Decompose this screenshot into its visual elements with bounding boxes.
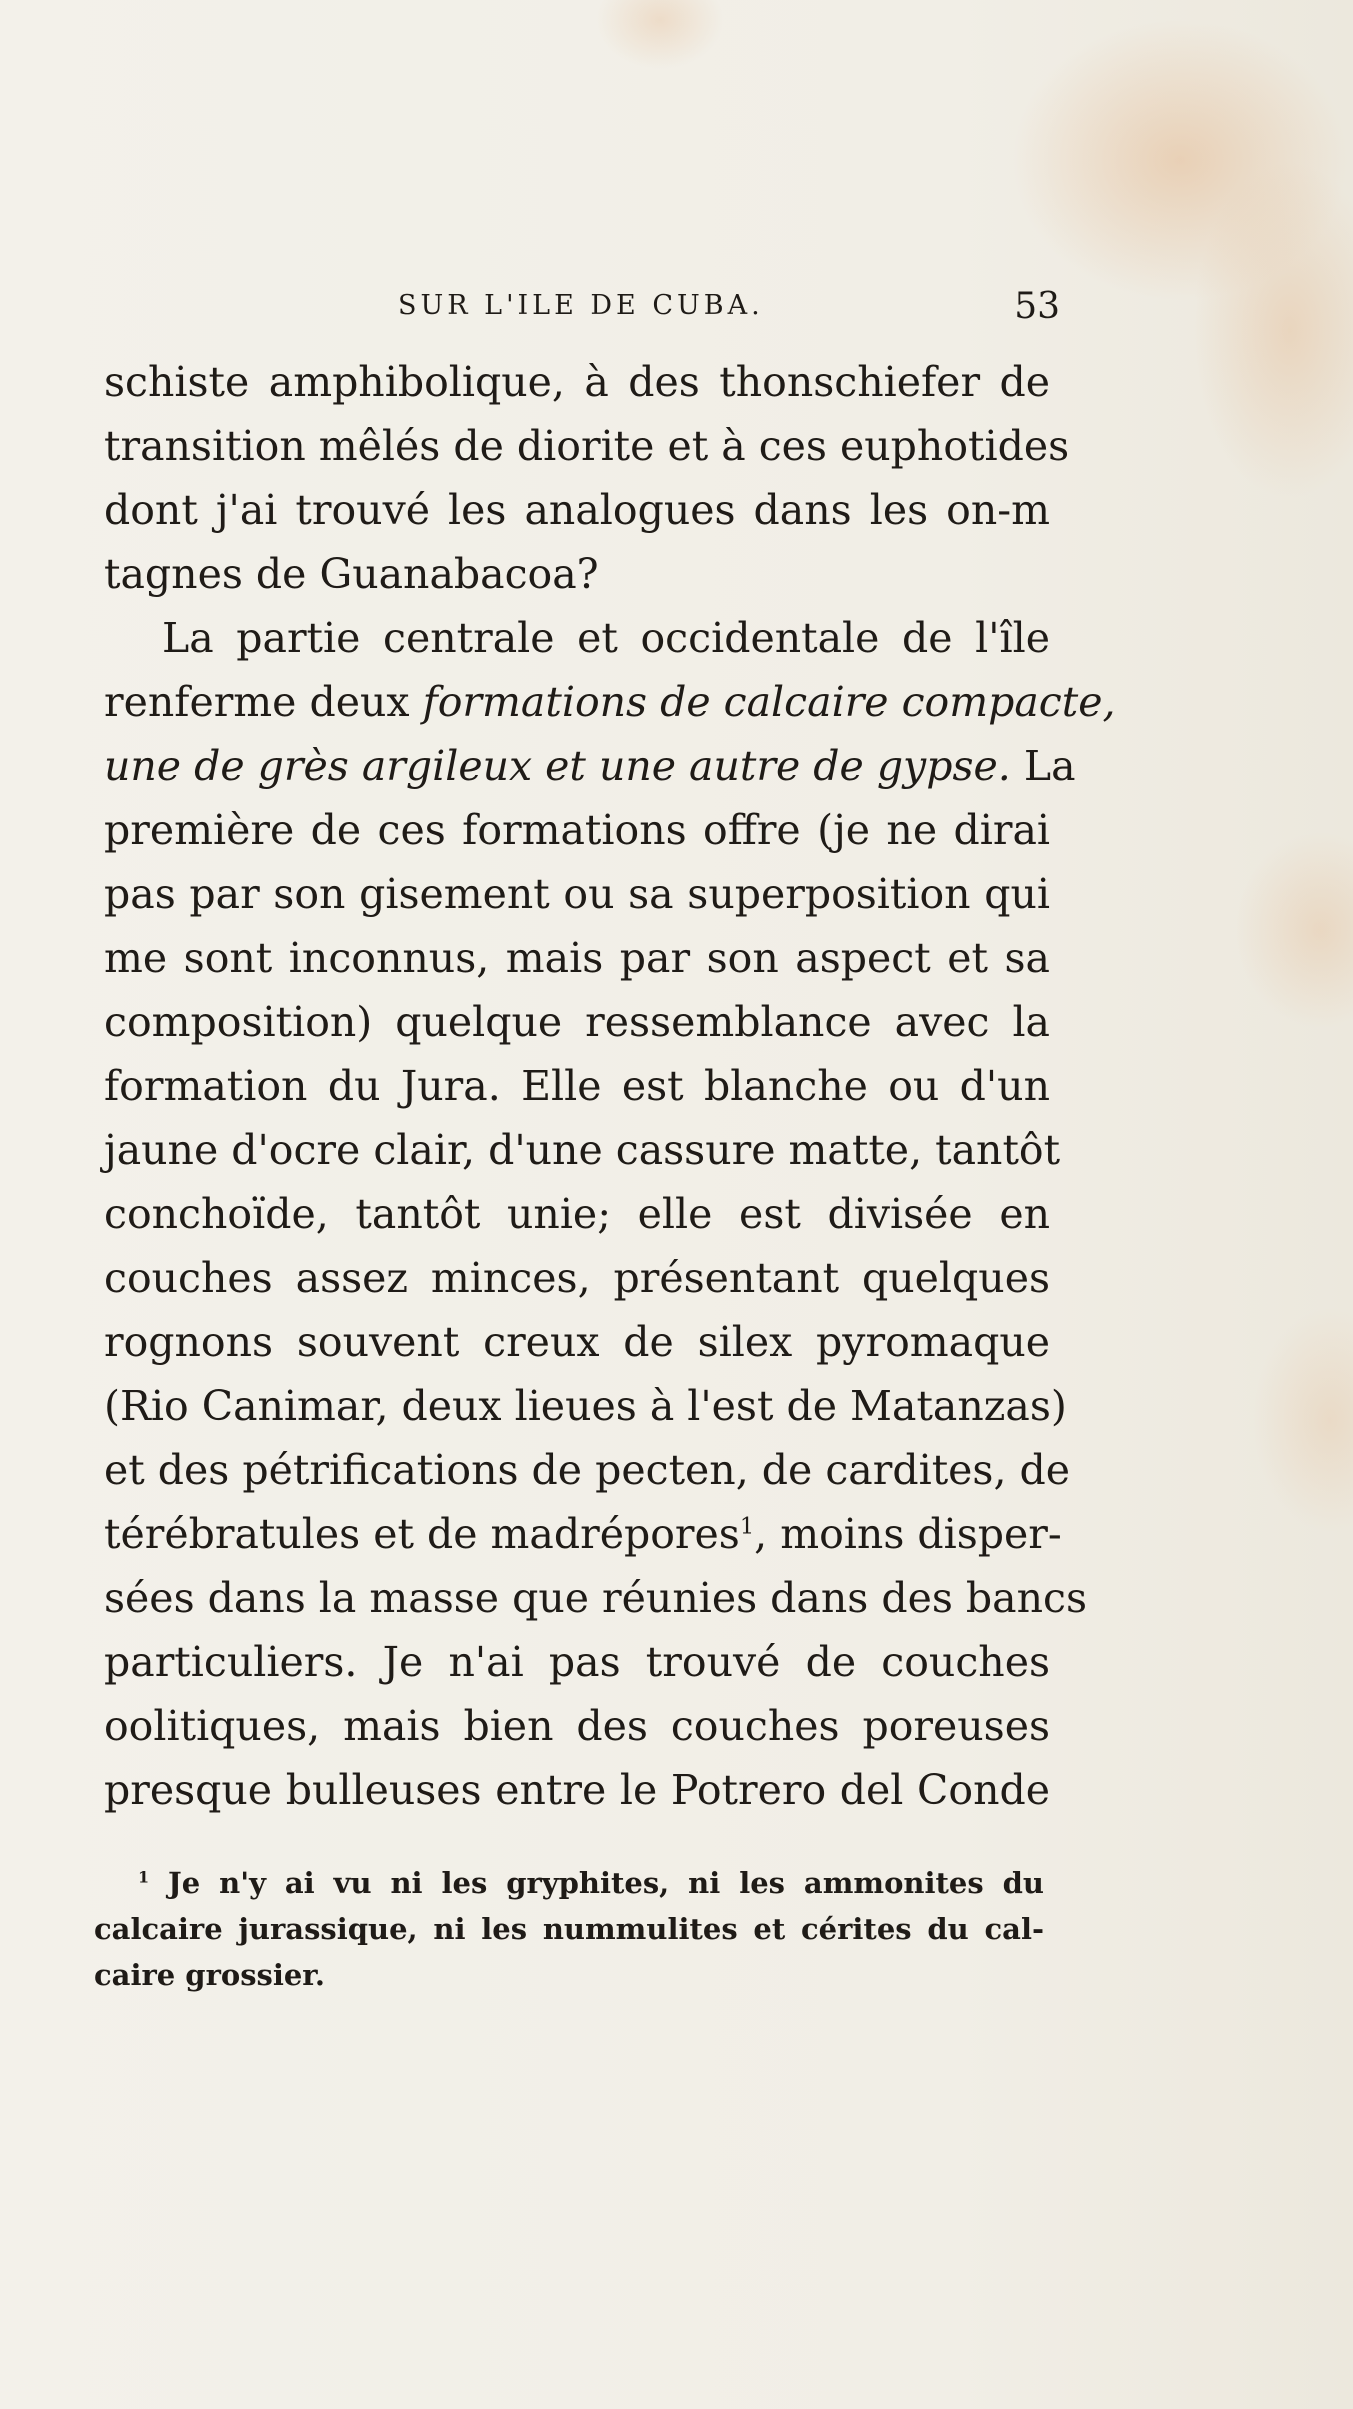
text-line: pas par son gisement ou sa superposition qui [104, 870, 1050, 918]
text-line: formation du Jura. Elle est blanche ou d'un [104, 1062, 1050, 1110]
footnote-line: caire grossier. [94, 1958, 326, 1992]
text-line: schiste amphibolique, à des thonschiefer de [104, 358, 1050, 406]
text-line: oolitiques, mais bien des couches poreuses [104, 1702, 1050, 1750]
text-line: composition) quelque ressemblance avec la [104, 998, 1050, 1046]
text-line [104, 734, 1076, 798]
text-line: transition mêlés de diorite et à ces euphotides [104, 422, 1070, 470]
footnote-line: calcaire jurassique, ni les nummulites et cérites du cal- [94, 1912, 1044, 1946]
text-run: , moins disper- [754, 1510, 1062, 1558]
text-line [104, 1502, 1062, 1566]
text-run: La [1023, 742, 1076, 790]
running-title: SUR L'ILE DE CUBA. [398, 290, 764, 321]
footnote-line [94, 1860, 1044, 1906]
footnote-marker: 1 [138, 1867, 150, 1887]
text-line: conchoïde, tantôt unie; elle est divisée en [104, 1190, 1050, 1238]
page-number: 53 [1014, 286, 1060, 327]
text-line: première de ces formations offre (je ne dirai [104, 806, 1050, 854]
text-line: sées dans la masse que réunies dans des bancs [104, 1574, 1088, 1622]
footnote-text: Je n'y ai vu ni les gryphites, ni les ammonites du [168, 1866, 1044, 1900]
text-line [104, 670, 1116, 734]
italic-phrase: une de grès argileux et une autre de gypse. [104, 742, 1011, 790]
text-run: renferme deux [104, 678, 410, 726]
italic-phrase: formations de calcaire compacte, [422, 678, 1116, 726]
body-text [104, 350, 1116, 1822]
text-line: tagnes de Guanabacoa? [104, 550, 599, 598]
text-line: couches assez minces, présentant quelques [104, 1254, 1050, 1302]
text-line: dont j'ai trouvé les analogues dans les on-m [104, 486, 1050, 534]
text-line: me sont inconnus, mais par son aspect et sa [104, 934, 1050, 982]
text-line: particuliers. Je n'ai pas trouvé de couches [104, 1638, 1050, 1686]
text-line: (Rio Canimar, deux lieues à l'est de Matanzas) [104, 1382, 1067, 1430]
footnote-reference: 1 [739, 1513, 755, 1540]
text-run: térébratules et de madrépores [104, 1510, 740, 1558]
running-head [110, 286, 1060, 326]
text-line: presque bulleuses entre le Potrero del Conde [104, 1766, 1050, 1814]
text-line: jaune d'ocre clair, d'une cassure matte, tantôt [104, 1126, 1061, 1174]
paragraph-first-line: La partie centrale et occidentale de l'île [162, 614, 1050, 662]
text-line: et des pétrifications de pecten, de cardites, de [104, 1446, 1071, 1494]
footnote [94, 1860, 1044, 1998]
text-line: rognons souvent creux de silex pyromaque [104, 1318, 1050, 1366]
